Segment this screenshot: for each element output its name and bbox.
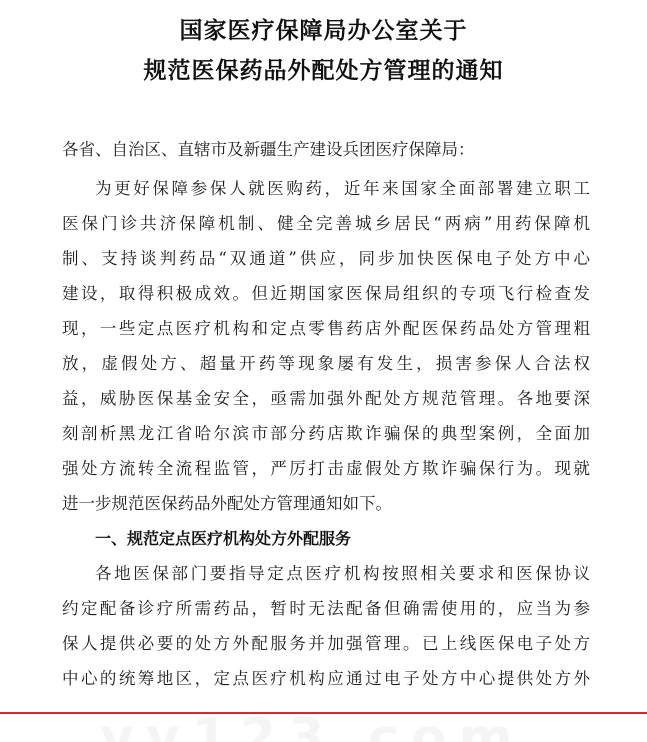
paragraph-2-line: 中心的统筹地区，定点医疗机构应通过电子处方中心提供处方外 [62, 669, 590, 688]
paragraph-1-line: 刻剖析黑龙江省哈尔滨市部分药店欺诈骗保的典型案例，全面加 [62, 424, 590, 443]
paragraph-1-line: 放，虚假处方、超量开药等现象屡有发生，损害参保人合法权 [62, 354, 590, 373]
paragraph-1-line: 强处方流转全流程监管，严厉打击虚假处方欺诈骗保行为。现就 [62, 459, 590, 478]
section-1-heading: 一、规范定点医疗机构处方外配服务 [95, 529, 352, 548]
paragraph-1-line: 进一步规范医保药品外配处方管理通知如下。 [62, 494, 392, 513]
paragraph-1-line: 益，威胁医保基金安全，亟需加强外配处方规范管理。各地要深 [62, 389, 590, 408]
salutation: 各省、自治区、直辖市及新疆生产建设兵团医疗保障局： [62, 140, 475, 159]
paragraph-2-line: 各地医保部门要指导定点医疗机构按照相关要求和医保协议 [95, 564, 590, 583]
paragraph-2-line: 约定配备诊疗所需药品，暂时无法配备但确需使用的，应当为参 [62, 599, 590, 618]
paragraph-1-line: 制、支持谈判药品“双通道”供应，同步加快医保电子处方中心 [62, 249, 590, 268]
paragraph-1-line: 为更好保障参保人就医购药，近年来国家全面部署建立职工 [95, 179, 590, 198]
document-title-line-2: 规范医保药品外配处方管理的通知 [143, 57, 504, 84]
paragraph-1-line: 建设，取得积极成效。但近期国家医保局组织的专项飞行检查发 [62, 284, 590, 303]
document-title-line-1: 国家医疗保障局办公室关于 [179, 17, 468, 44]
paragraph-1-line: 现，一些定点医疗机构和定点零售药店外配医保药品处方管理粗 [62, 319, 590, 338]
watermark [100, 708, 620, 742]
paragraph-1-line: 医保门诊共济保障机制、健全完善城乡居民“两病”用药保障机 [62, 214, 590, 233]
paragraph-2-line: 保人提供必要的处方外配服务并加强管理。已上线医保电子处方 [62, 634, 590, 653]
